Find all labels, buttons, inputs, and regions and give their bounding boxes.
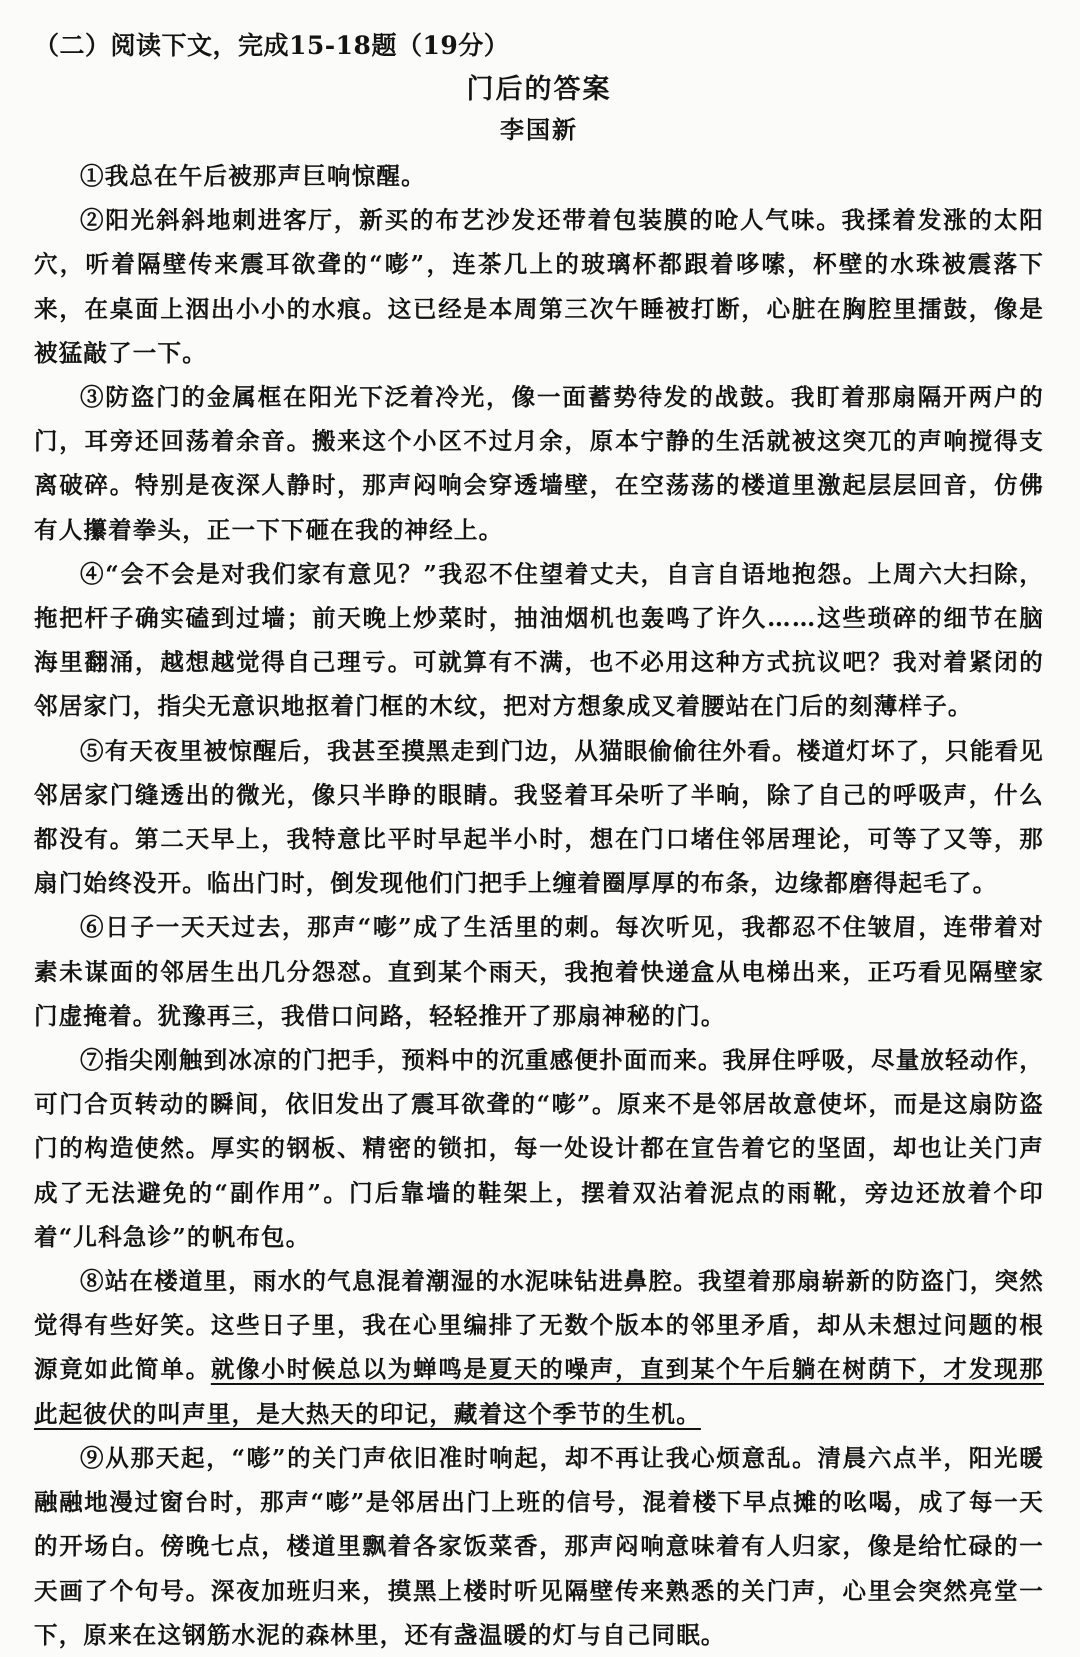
paragraph-4 (34, 552, 1044, 729)
paragraph-6 (34, 905, 1044, 1038)
paragraph-3 (34, 375, 1044, 552)
paragraph-text: ④“会不会是对我们家有意见？”我忍不住望着丈夫，自言自语地抱怨。上周六大扫除，拖把杆子确实磕到过墙；前天晚上炒菜时，抽油烟机也轰鸣了许久……这些琐碎的细节在脑海里翻涌，越想越觉得自己理亏。可就算有不满，也不必用这种方式抗议吧？我对着紧闭的邻居家门，指尖无意识地抠着门框的木纹，把对方想象成叉着腰站在门后的刻薄样子。 (34, 559, 1044, 721)
paragraph-text: ⑤有天夜里被惊醒后，我甚至摸黑走到门边，从猫眼偷偷往外看。楼道灯坏了，只能看见邻居家门缝透出的微光，像只半睁的眼睛。我竖着耳朵听了半晌，除了自己的呼吸声，什么都没有。第二天早上，我特意比平时早起半小时，想在门口堵住邻居理论，可等了又等，那扇门始终没开。临出门时，倒发现他们门把手上缠着圈厚厚的布条，边缘都磨得起毛了。 (34, 736, 1044, 898)
article-title: 门后的答案 (466, 74, 612, 105)
paragraph-1 (34, 154, 1044, 198)
article-body (34, 154, 1044, 1657)
paragraph-text: ①我总在午后被那声巨响惊醒。 (80, 162, 426, 190)
paragraph-text: ⑥日子一天天过去，那声“嘭”成了生活里的刺。每次听见，我都忍不住皱眉，连带着对素未谋面的邻居生出几分怨怼。直到某个雨天，我抱着快递盒从电梯出来，正巧看见隔壁家门虚掩着。犹豫再三，我借口问路，轻轻推开了那扇神秘的门。 (34, 913, 1044, 1030)
article-author: 李国新 (500, 115, 578, 144)
paragraph-7 (34, 1038, 1044, 1259)
paragraph-5 (34, 729, 1044, 906)
section-header: （二）阅读下文，完成15-18题（19分） (34, 31, 510, 60)
paragraph-text: ⑦指尖刚触到冰凉的门把手，预料中的沉重感便扑面而来。我屏住呼吸，尽量放轻动作，可门合页转动的瞬间，依旧发出了震耳欲聋的“嘭”。原来不是邻居故意使坏，而是这扇防盗门的构造使然。厚实的钢板、精密的锁扣，每一处设计都在宣告着它的坚固，却也让关门声成了无法避免的“副作用”。门后靠墙的鞋架上，摆着双沾着泥点的雨靴，旁边还放着个印着“儿科急诊”的帆布包。 (34, 1046, 1044, 1251)
paragraph-9 (34, 1436, 1044, 1657)
paragraph-2 (34, 198, 1044, 375)
paragraph-text: ⑧站在楼道里，雨水的气息混着潮湿的水泥味钻进鼻腔。我望着那扇崭新的防盗门，突然觉得有些好笑。这些日子里，我在心里编排了无数个版本的邻里矛盾，却从未想过问题的根源竟如此简单。 (34, 1267, 1044, 1384)
paragraph-8 (34, 1259, 1044, 1436)
paragraph-text: ③防盗门的金属框在阳光下泛着冷光，像一面蓄势待发的战鼓。我盯着那扇隔开两户的门，耳旁还回荡着余音。搬来这个小区不过月余，原本宁静的生活就被这突兀的声响搅得支离破碎。特别是夜深人静时，那声闷响会穿透墙壁，在空荡荡的楼道里激起层层回音，仿佛有人攥着拳头，正一下下砸在我的神经上。 (34, 383, 1044, 544)
paragraph-text: ⑨从那天起，“嘭”的关门声依旧准时响起，却不再让我心烦意乱。清晨六点半，阳光暖融融地漫过窗台时，那声“嘭”是邻居出门上班的信号，混着楼下早点摊的吆喝，成了每一天的开场白。傍晚七点，楼道里飘着各家饭菜香，那声闷响意味着有人归家，像是给忙碌的一天画了个句号。深夜加班归来，摸黑上楼时听见隔壁传来熟悉的关门声，心里会突然亮堂一下，原来在这钢筋水泥的森林里，还有盏温暖的灯与自己同眠。 (34, 1443, 1044, 1649)
paragraph-text: ②阳光斜斜地刺进客厅，新买的布艺沙发还带着包装膜的呛人气味。我揉着发涨的太阳穴，听着隔壁传来震耳欲聋的“嘭”，连茶几上的玻璃杯都跟着哆嗦，杯壁的水珠被震落下来，在桌面上洇出小小的水痕。这已经是本周第三次午睡被打断，心脏在胸腔里擂鼓，像是被猛敲了一下。 (34, 206, 1044, 367)
underlined-sentence: 就像小时候总以为蝉鸣是夏天的噪声，直到某个午后躺在树荫下，才发现那此起彼伏的叫声里，是大热天的印记，藏着这个季节的生机。 (34, 1355, 1044, 1428)
